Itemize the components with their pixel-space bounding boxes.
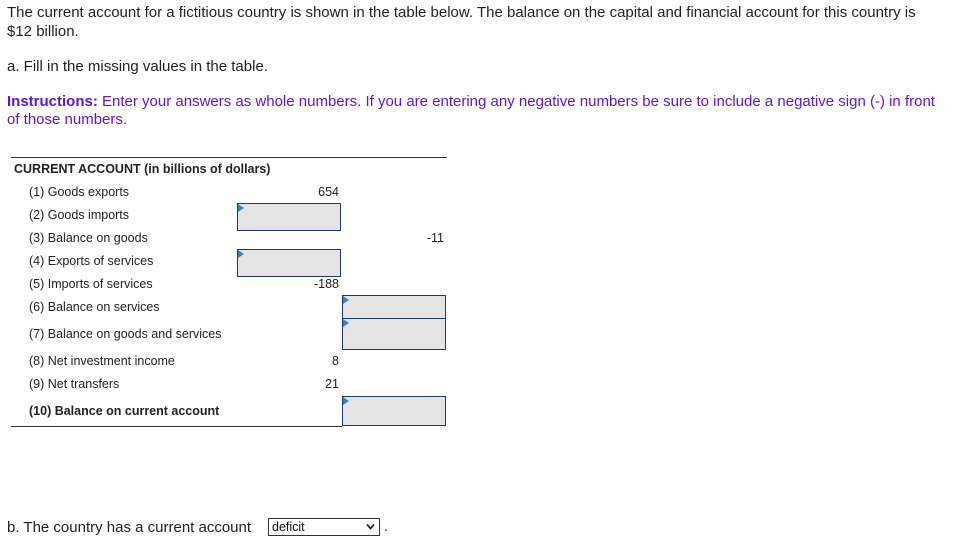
balance-on-current-account-input[interactable] bbox=[342, 396, 446, 426]
row-label-balance-goods-and-services: (7) Balance on goods and services bbox=[29, 327, 222, 341]
row-label-balance-on-services: (6) Balance on services bbox=[29, 300, 160, 314]
row-label-balance-on-current-account: (10) Balance on current account bbox=[29, 404, 220, 418]
question-intro: The current account for a fictitious country is shown in the table below. The balance on the capital and financial account for this country is $12 billion. bbox=[7, 4, 916, 40]
part-b-prompt: b. The country has a current account bbox=[7, 519, 252, 536]
goods-imports-input[interactable] bbox=[237, 203, 341, 231]
row-label-exports-of-services: (4) Exports of services bbox=[29, 254, 154, 268]
table-bottom-rule bbox=[11, 426, 237, 427]
part-a-prompt: a. Fill in the missing values in the table. bbox=[7, 58, 268, 75]
row-label-imports-of-services: (5) Imports of services bbox=[29, 277, 153, 291]
row-label-goods-exports: (1) Goods exports bbox=[29, 185, 130, 199]
instructions-label: Instructions: bbox=[7, 93, 98, 110]
row-label-net-investment-income: (8) Net investment income bbox=[29, 354, 175, 368]
row-label-net-transfers: (9) Net transfers bbox=[29, 377, 120, 391]
input-marker-icon bbox=[343, 397, 349, 405]
table-top-rule bbox=[11, 157, 447, 158]
instructions-text: Enter your answers as whole numbers. If you are entering any negative numbers be sure to include a negative sign (-) in front of those numbers. bbox=[7, 93, 935, 128]
current-account-table bbox=[11, 155, 448, 427]
row-label-goods-imports: (2) Goods imports bbox=[29, 208, 130, 222]
value-balance-on-goods: -11 bbox=[426, 231, 444, 245]
sentence-period: . bbox=[384, 518, 389, 535]
table-bottom-rule-mid bbox=[237, 426, 342, 427]
table-heading: CURRENT ACCOUNT (in billions of dollars) bbox=[14, 162, 271, 176]
input-marker-icon bbox=[238, 204, 244, 212]
input-marker-icon bbox=[343, 319, 349, 327]
value-net-transfers: 21 bbox=[325, 377, 339, 391]
input-marker-icon bbox=[343, 296, 349, 304]
current-account-status-select[interactable] bbox=[268, 518, 380, 536]
value-net-investment-income: 8 bbox=[332, 354, 339, 368]
exports-of-services-input[interactable] bbox=[237, 249, 341, 277]
row-label-balance-on-goods: (3) Balance on goods bbox=[29, 231, 148, 245]
instructions bbox=[7, 93, 947, 129]
chevron-down-icon bbox=[365, 521, 376, 532]
input-marker-icon bbox=[238, 250, 244, 258]
value-goods-exports: 654 bbox=[318, 185, 339, 199]
balance-goods-and-services-input[interactable] bbox=[342, 318, 446, 350]
value-imports-of-services: -188 bbox=[313, 277, 339, 291]
selected-option: deficit bbox=[272, 520, 305, 534]
